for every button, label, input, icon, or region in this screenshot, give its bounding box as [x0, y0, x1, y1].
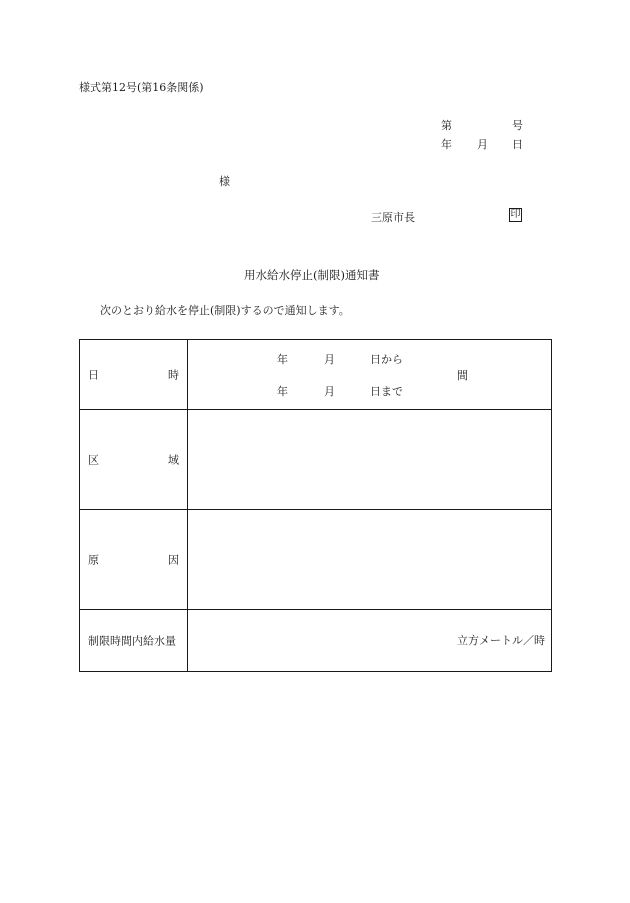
cause-label-right: 因: [168, 553, 179, 566]
period-between: 間: [457, 369, 468, 382]
document-title: 用水給水停止(制限)通知書: [244, 268, 380, 282]
addressee-honorific: 様: [219, 175, 230, 188]
doc-number-prefix: 第: [441, 119, 452, 132]
volume-label-cell: [80, 610, 188, 671]
period-end-year: 年: [277, 385, 288, 398]
period-label-right: 時: [168, 368, 179, 381]
area-content-cell: [188, 410, 551, 509]
table-row-area: [80, 410, 551, 510]
table-row-volume: [80, 610, 551, 671]
volume-unit: 立方メートル／時: [457, 634, 545, 647]
area-label-right: 域: [168, 453, 179, 466]
seal-icon: 印: [510, 209, 521, 220]
issue-date-year: 年: [441, 138, 452, 151]
sender-title: 三原市長: [371, 211, 415, 224]
period-label-left: 日: [88, 368, 99, 381]
doc-number-suffix: 号: [512, 119, 523, 132]
cause-content-cell: [188, 510, 551, 609]
period-end-day: 日まで: [370, 385, 403, 398]
period-start-month: 月: [324, 353, 335, 366]
volume-content-cell: [188, 610, 551, 671]
period-start-day: 日から: [370, 353, 403, 366]
issue-date-day: 日: [512, 138, 523, 151]
period-start-year: 年: [277, 353, 288, 366]
period-content-cell: [188, 340, 551, 409]
volume-label: 制限時間内給水量: [88, 634, 176, 647]
intro-text: 次のとおり給水を停止(制限)するので通知します。: [100, 304, 350, 317]
notice-table: [79, 339, 552, 672]
table-row-period: [80, 340, 551, 410]
period-end-month: 月: [324, 385, 335, 398]
cause-label-left: 原: [88, 553, 99, 566]
area-label-left: 区: [88, 453, 99, 466]
table-row-cause: [80, 510, 551, 610]
issue-date-month: 月: [477, 138, 488, 151]
area-label-cell: [80, 410, 188, 509]
form-number: 様式第12号(第16条関係): [79, 81, 204, 94]
cause-label-cell: [80, 510, 188, 609]
period-label-cell: [80, 340, 188, 409]
